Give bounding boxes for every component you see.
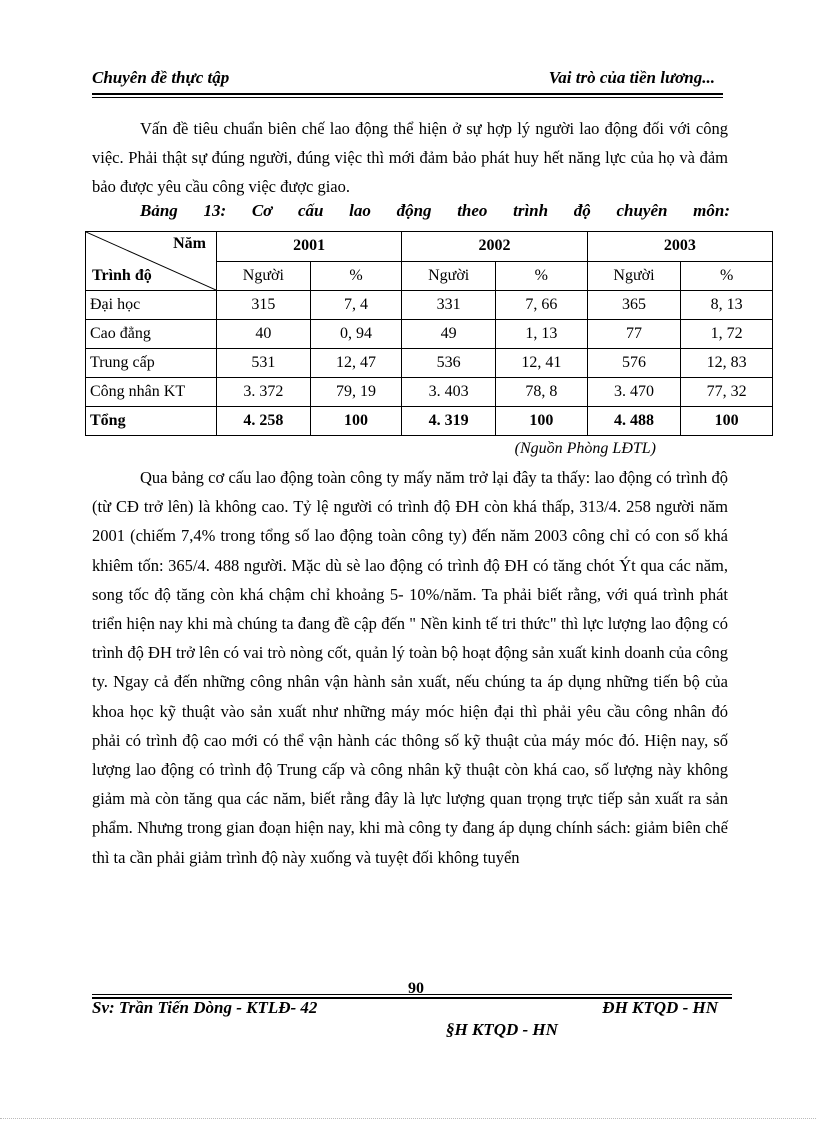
table-row	[86, 291, 773, 320]
table-cell: 77	[587, 320, 681, 349]
row-label: Đại học	[86, 291, 217, 320]
total-label: Tổng	[86, 407, 217, 436]
table-cell: 7, 4	[310, 291, 402, 320]
table-cell: 3. 403	[402, 378, 496, 407]
table-cell: 49	[402, 320, 496, 349]
sub-header-percent: %	[310, 261, 402, 291]
table-cell: 12, 47	[310, 349, 402, 378]
table-cell: 100	[681, 407, 773, 436]
table-cell: 100	[496, 407, 588, 436]
table-cell: 100	[310, 407, 402, 436]
sub-header-people: Người	[217, 261, 311, 291]
table-caption: Bảng 13: Cơ cấu lao động theo trình độ chuyên môn:	[140, 201, 730, 220]
year-header-2003: 2003	[587, 232, 772, 262]
table-cell: 4. 488	[587, 407, 681, 436]
table-cell: 1, 72	[681, 320, 773, 349]
table-cell: 12, 41	[496, 349, 588, 378]
table-cell: 4. 258	[217, 407, 311, 436]
table-cell: 77, 32	[681, 378, 773, 407]
table-cell: 79, 19	[310, 378, 402, 407]
table-row	[86, 378, 773, 407]
year-header-2002: 2002	[402, 232, 587, 262]
table-cell: 3. 372	[217, 378, 311, 407]
sub-header-people: Người	[587, 261, 681, 291]
table-cell: 1, 13	[496, 320, 588, 349]
table-cell: 4. 319	[402, 407, 496, 436]
paragraph-analysis: Qua bảng cơ cấu lao động toàn công ty mấy năm trở lại đây ta thấy: lao động có trình độ (từ CĐ trở lên) là không cao. Tỷ lệ người có trình độ ĐH còn khá thấp, 313/4. 258 người năm 2001 (chiếm 7,4% trong tổng số lao động toàn công ty) đến năm 2003 công chỉ có con số khá khiêm tốn: 365/4. 488 người. Mặc dù sè lao động có trình độ ĐH có tăng chót Ýt qua các năm, song tốc độ tăng còn khá chậm chỉ khoảng 5- 10%/năm. Ta phải biết rằng, với quá trình phát triển hiện nay khi mà chúng ta đang đề cập đến " Nền kinh tế tri thức" thì lực lượng lao động có trình độ ĐH trở lên có vai trò nòng cốt, quản lý toàn bộ hoạt động sản xuất kinh doanh của công ty. Ngay cả đến những công nhân vận hành sản xuất, nếu chúng ta áp dụng những tiến bộ của khoa học kỹ thuật vào sản xuất như những máy móc hiện đại thì phải yêu cầu công nhân đó phải có trình độ cao mới có thể vận hành các thông số kỹ thuật của máy móc đó. Hiện nay, số lượng lao động có trình độ Trung cấp và công nhân kỹ thuật còn khá cao, số lượng này không giảm mà còn tăng qua các năm, biết rằng đây là lực lượng quan trọng trực tiếp sản xuất ra sản phẩm. Nhưng trong gian đoạn hiện nay, khi mà công ty đang áp dụng chính sách: giảm biên chế thì ta cần phải giảm trình độ này xuống và tuyệt đối không tuyển	[92, 468, 728, 867]
table-cell: 78, 8	[496, 378, 588, 407]
table-cell: 3. 470	[587, 378, 681, 407]
table-cell: 40	[217, 320, 311, 349]
corner-level-label: Trình độ	[92, 267, 152, 284]
header-left: Chuyên đề thực tập	[92, 68, 230, 87]
table-cell: 536	[402, 349, 496, 378]
table-cell: 7, 66	[496, 291, 588, 320]
footer-author: Sv: Trần Tiến Dòng - KTLĐ- 42	[92, 998, 318, 1017]
sub-header-percent: %	[681, 261, 773, 291]
footer-rule-thin	[92, 994, 732, 995]
sub-header-people: Người	[402, 261, 496, 291]
year-header-2001: 2001	[217, 232, 402, 262]
total-row	[86, 407, 773, 436]
header-right: Vai trò của tiền lương...	[548, 68, 715, 87]
table-cell: 12, 83	[681, 349, 773, 378]
footer-university-repeat: §H KTQD - HN	[446, 1020, 558, 1039]
table-cell: 576	[587, 349, 681, 378]
page-number: 90	[408, 980, 424, 997]
page-header	[92, 68, 723, 92]
row-label: Công nhân KT	[86, 378, 217, 407]
paragraph-intro: Vấn đề tiêu chuẩn biên chế lao động thể hiện ở sự hợp lý người lao động đối với công việc. Phải thật sự đúng người, đúng việc thì mới đảm bảo phát huy hết năng lực của họ và đảm bảo được yêu cầu công việc được giao.	[92, 119, 728, 197]
row-label: Cao đẳng	[86, 320, 217, 349]
table-row	[86, 320, 773, 349]
table-cell: 0, 94	[310, 320, 402, 349]
page-edge-dotted-line	[0, 1118, 816, 1119]
table-cell: 365	[587, 291, 681, 320]
header-rule-thin	[92, 97, 723, 98]
table-row	[86, 349, 773, 378]
table-cell: 531	[217, 349, 311, 378]
footer-university: ĐH KTQD - HN	[602, 998, 718, 1017]
table-cell: 331	[402, 291, 496, 320]
labor-structure-table	[85, 231, 773, 436]
row-label: Trung cấp	[86, 349, 217, 378]
corner-header-cell	[86, 232, 217, 291]
table-source: (Nguồn Phòng LĐTL)	[514, 440, 656, 457]
table-cell: 8, 13	[681, 291, 773, 320]
corner-year-label: Năm	[173, 235, 206, 252]
sub-header-percent: %	[496, 261, 588, 291]
table-cell: 315	[217, 291, 311, 320]
header-rule	[92, 93, 723, 95]
